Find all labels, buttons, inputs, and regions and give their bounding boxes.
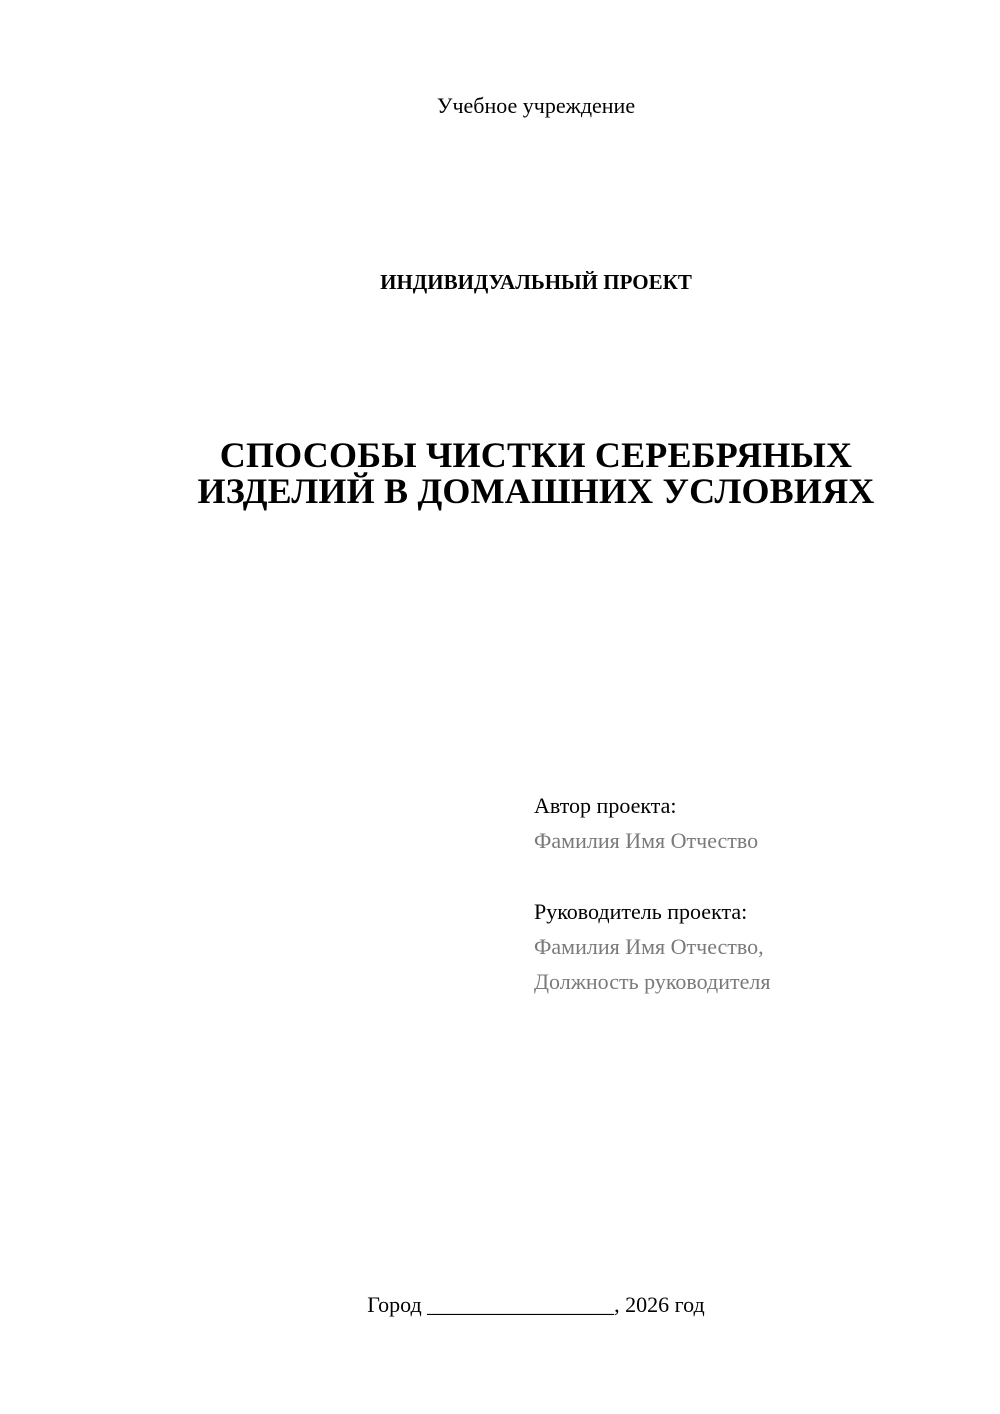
credits-spacer: [534, 858, 770, 894]
credits-block: [534, 788, 770, 999]
city-year-line: Город _________________, 2026 год: [367, 1292, 705, 1317]
author-name: Фамилия Имя Отчество: [534, 828, 759, 853]
project-type-heading: ИНДИВИДУАЛЬНЫЙ ПРОЕКТ: [380, 270, 692, 294]
project-title-line-1: СПОСОБЫ ЧИСТКИ СЕРЕБРЯНЫХ: [219, 435, 853, 475]
author-label: Автор проекта:: [534, 793, 677, 818]
supervisor-label: Руководитель проекта:: [534, 899, 748, 924]
project-title: [0, 437, 1000, 509]
supervisor-position: Должность руководителя: [534, 969, 771, 994]
project-title-line-2: ИЗДЕЛИЙ В ДОМАШНИХ УСЛОВИЯХ: [197, 471, 875, 511]
supervisor-name: Фамилия Имя Отчество,: [534, 934, 764, 959]
institution-name: Учебное учреждение: [436, 93, 636, 118]
